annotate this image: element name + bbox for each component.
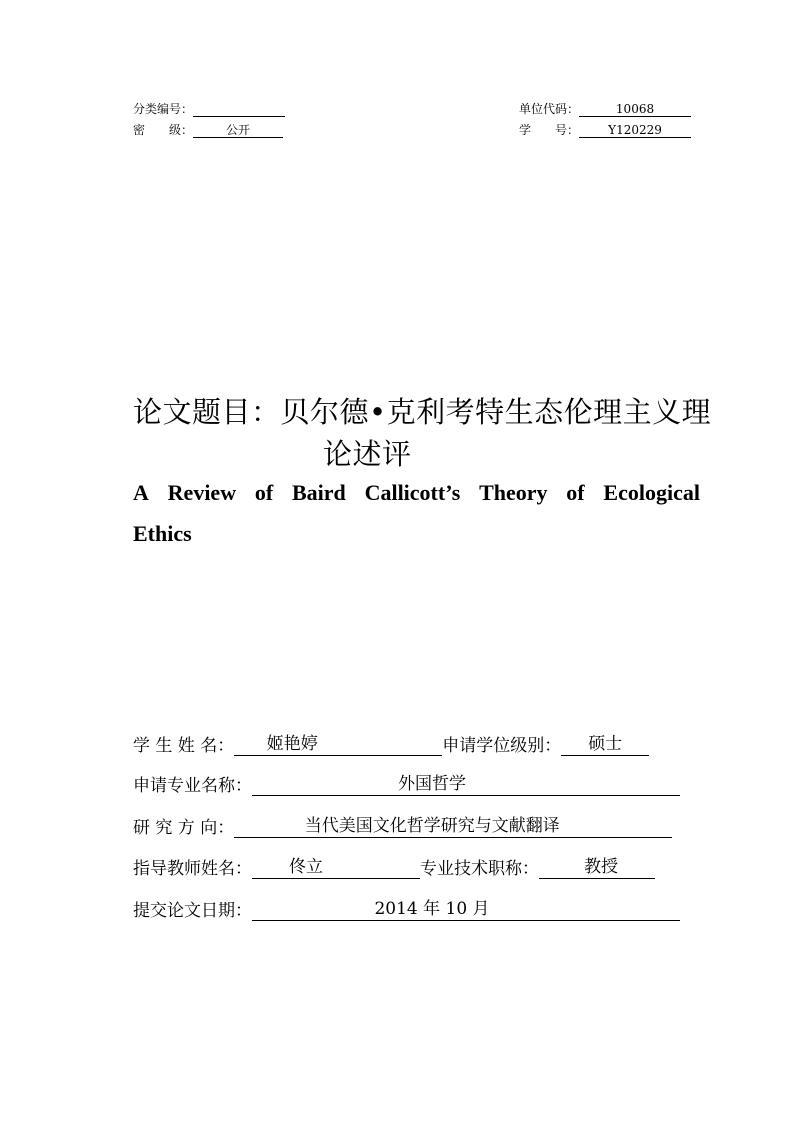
- advisor-value: 佟立: [252, 856, 420, 879]
- classification-value: [193, 102, 285, 117]
- en-title-word: Theory: [479, 480, 548, 505]
- secrecy-value: 公开: [193, 123, 283, 138]
- en-title-word: Baird: [291, 480, 346, 505]
- en-title-word: of: [254, 480, 274, 505]
- major-label: 申请专业名称：: [133, 776, 252, 796]
- professional-title-label: 专业技术职称：: [420, 859, 539, 879]
- advisor-label: 指导教师姓名：: [133, 859, 252, 879]
- degree-label: 申请学位级别：: [442, 736, 562, 756]
- classification-field: [133, 100, 285, 117]
- secrecy-field: [133, 121, 283, 138]
- degree-value: 硕士: [561, 733, 649, 756]
- thesis-title-en-line2: Ethics: [133, 521, 192, 546]
- professional-title-value: 教授: [539, 856, 655, 879]
- en-title-word: Ecological: [603, 480, 700, 505]
- classification-label: 分类编号：: [133, 102, 194, 116]
- en-title-word: A: [133, 480, 149, 505]
- unit-code-value: 10068: [579, 102, 691, 117]
- en-title-word: of: [566, 480, 585, 505]
- unit-code-label: 单位代码：: [519, 102, 580, 116]
- direction-row: [133, 813, 672, 838]
- en-title-word: Callicott’s: [364, 480, 461, 505]
- submission-date-value: 2014 年 10 月: [252, 898, 680, 921]
- direction-value: 当代美国文化哲学研究与文献翻译: [234, 815, 672, 838]
- student-name-row: [133, 731, 649, 756]
- major-row: [133, 771, 680, 796]
- en-title-word: Review: [167, 480, 237, 505]
- student-no-label: 学 号：: [519, 123, 580, 137]
- student-no-field: [519, 121, 691, 138]
- thesis-title-en-line1: [133, 480, 700, 506]
- advisor-row: [133, 854, 655, 879]
- student-name-value: 姬艳婷: [234, 733, 442, 756]
- thesis-title-cn-line2: 论述评: [323, 437, 412, 471]
- submission-date-row: [133, 896, 680, 921]
- thesis-title-cn-line1: 论文题目：贝尔德•克利考特生态伦理主义理: [133, 395, 712, 429]
- unit-code-field: [519, 100, 691, 117]
- secrecy-label: 密 级：: [133, 123, 194, 137]
- student-name-label: 学 生 姓 名：: [133, 736, 235, 756]
- direction-label: 研 究 方 向：: [133, 818, 235, 838]
- major-value: 外国哲学: [252, 773, 680, 796]
- submission-date-label: 提交论文日期：: [133, 901, 252, 921]
- student-no-value: Y120229: [579, 123, 691, 138]
